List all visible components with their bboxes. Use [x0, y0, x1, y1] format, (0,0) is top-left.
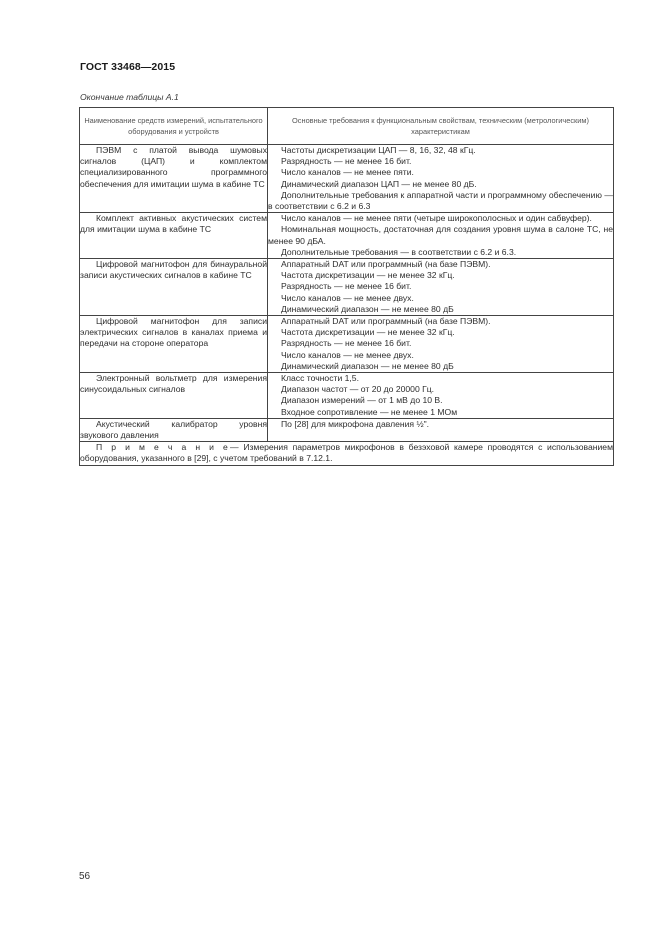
table-row [80, 145, 614, 213]
table-caption: Окончание таблицы А.1 [80, 92, 179, 102]
table-note-row [80, 442, 614, 465]
requirement-line: Динамический диапазон ЦАП — не менее 80 дБ. [281, 178, 477, 189]
requirement-line: Число каналов — не менее пяти. [281, 167, 414, 178]
requirement-line: Диапазон частот — от 20 до 20000 Гц. [281, 384, 435, 395]
equipment-name: Комплект активных акустических систем для имитации шума в кабине ТС [80, 213, 267, 235]
equipment-name: Цифровой магнитофон для бинауральной записи акустических сигналов в кабине ТС [80, 259, 267, 281]
equipment-name-cell [80, 373, 268, 419]
table-row [80, 373, 614, 419]
standard-id: ГОСТ 33468—2015 [80, 61, 176, 73]
table-header-row [80, 108, 614, 145]
table-row [80, 259, 614, 316]
requirement-line: Частота дискретизации — не менее 32 кГц. [281, 270, 455, 281]
equipment-name: Электронный вольтметр для измерения синусоидальных сигналов [80, 373, 267, 395]
equipment-name-cell [80, 316, 268, 373]
column-header-requirements: Основные требования к функциональным свойствам, техническим (метрологическим) характеристикам [268, 108, 614, 145]
requirement-line: По [28] для микрофона давления ½". [281, 418, 430, 429]
page-number: 56 [79, 871, 91, 882]
equipment-name-cell [80, 145, 268, 213]
column-header-equipment: Наименование средств измерений, испытательного оборудования и устройств [80, 108, 268, 145]
requirement-line: Дополнительные требования — в соответствии с 6.2 и 6.3. [281, 246, 517, 257]
requirement-line: Разрядность — не менее 16 бит. [281, 338, 412, 349]
requirement-line: Диапазон измерений — от 1 мВ до 10 В. [281, 395, 443, 406]
requirement-line: Аппаратный DAT или программный (на базе ПЭВМ). [281, 316, 491, 327]
note-label: П р и м е ч а н и е [96, 442, 231, 453]
requirement-line: Число каналов — не менее двух. [281, 292, 414, 303]
equipment-name-cell [80, 418, 268, 441]
requirements-cell [268, 145, 614, 213]
equipment-name: ПЭВМ с платой вывода шумовых сигналов (ЦАП) и комплектом специализированного программного обеспечения для имитации шума в кабине ТС [80, 145, 267, 189]
requirement-line: Разрядность — не менее 16 бит. [281, 281, 412, 292]
requirement-line: Входное сопротивление — не менее 1 МОм [281, 406, 458, 417]
equipment-name: Цифровой магнитофон для записи электрических сигналов в каналах приема и передачи на стороне оператора [80, 316, 267, 349]
requirement-line: Частоты дискретизации ЦАП — 8, 16, 32, 48 кГц. [281, 145, 476, 155]
requirement-line: Динамический диапазон — не менее 80 дБ [281, 360, 454, 371]
table-row [80, 316, 614, 373]
table-note [80, 442, 614, 465]
requirement-line: Число каналов — не менее пяти (четыре широкополосных и один сабвуфер). [281, 213, 592, 224]
table-row [80, 418, 614, 441]
requirements-cell [268, 259, 614, 316]
requirement-line: Частота дискретизации — не менее 32 кГц. [281, 327, 455, 338]
equipment-name-cell [80, 213, 268, 259]
requirement-line: Динамический диапазон — не менее 80 дБ [281, 303, 454, 314]
requirements-cell [268, 316, 614, 373]
requirements-cell [268, 213, 614, 259]
requirement-line: Дополнительные требования к аппаратной части и программному обеспечению — в соответствии с 6.2 и 6.3 [268, 189, 613, 212]
requirements-cell [268, 418, 614, 441]
requirements-cell [268, 373, 614, 419]
equipment-name: Акустический калибратор уровня звукового давления [80, 418, 267, 441]
requirement-line: Число каналов — не менее двух. [281, 349, 414, 360]
table-row [80, 213, 614, 259]
requirements-table [79, 107, 614, 466]
requirement-line: Разрядность — не менее 16 бит. [281, 156, 412, 167]
requirement-line: Класс точности 1,5. [281, 373, 359, 384]
requirement-line: Номинальная мощность, достаточная для создания уровня шума в салоне ТС, не менее 90 дБА. [268, 224, 613, 246]
equipment-name-cell [80, 259, 268, 316]
note-text: — Измерения параметров микрофонов в безэховой камере проводятся с использованием оборудования, указанного в [29], с учетом требований в 7.12.1. [80, 442, 613, 464]
requirement-line: Аппаратный DAT или программный (на базе ПЭВМ). [281, 259, 491, 270]
